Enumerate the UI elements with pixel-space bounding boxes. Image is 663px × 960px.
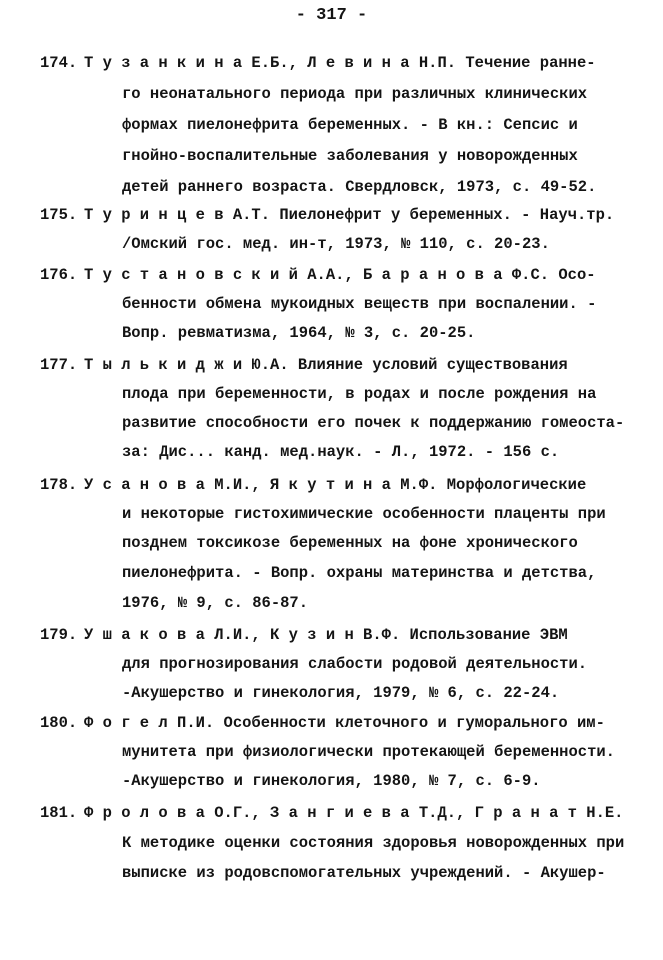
entry-line: позднем токсикозе беременных на фоне хронического	[122, 534, 578, 552]
entry-line: детей раннего возраста. Свердловск, 1973, с. 49-52.	[122, 178, 597, 196]
entry-line: пиелонефрита. - Вопр. охраны материнства и детства,	[122, 564, 597, 582]
entry-line: го неонатального периода при различных клинических	[122, 85, 588, 103]
entry-number: 178.	[40, 476, 78, 494]
entry-line: /Омский гос. мед. ин-т, 1973, № 110, с. 20-23.	[122, 235, 550, 253]
entry-number: 175.	[40, 206, 78, 224]
entry-line: для прогнозирования слабости родовой деятельности.	[122, 655, 588, 673]
entry-line: Т у з а н к и н а Е.Б., Л е в и н а Н.П. Течение ранне-	[84, 54, 596, 72]
page-number: - 317 -	[295, 6, 368, 25]
entry-line: К методике оценки состояния здоровья новорожденных при	[122, 834, 625, 852]
entry-line: Т у с т а н о в с к и й А.А., Б а р а н о в а Ф.С. Осо-	[84, 266, 596, 284]
entry-number: 177.	[40, 356, 78, 374]
entry-line: развитие способности его почек к поддержанию гомеоста-	[122, 414, 625, 432]
entry-number: 180.	[40, 714, 78, 732]
entry-line: мунитета при физиологически протекающей беременности.	[122, 743, 615, 761]
entry-line: -Акушерство и гинекология, 1979, № 6, с. 22-24.	[122, 684, 560, 702]
entry-line: Т ы л ь к и д ж и Ю.А. Влияние условий существования	[84, 356, 568, 374]
entry-line: -Акушерство и гинекология, 1980, № 7, с. 6-9.	[122, 772, 541, 790]
entry-line: У ш а к о в а Л.И., К у з и н В.Ф. Использование ЭВМ	[84, 626, 568, 644]
entry-line: 1976, № 9, с. 86-87.	[122, 594, 309, 612]
entry-number: 181.	[40, 804, 78, 822]
entry-line: бенности обмена мукоидных веществ при воспалении. -	[122, 295, 597, 313]
entry-number: 176.	[40, 266, 78, 284]
entry-line: плода при беременности, в родах и после рождения на	[122, 385, 597, 403]
entry-number: 179.	[40, 626, 78, 644]
entry-line: формах пиелонефрита беременных. - В кн.: Сепсис и	[122, 116, 578, 134]
entry-line: и некоторые гистохимические особенности плаценты при	[122, 505, 606, 523]
entry-line: Т у р и н ц е в А.Т. Пиелонефрит у беременных. - Науч.тр.	[84, 206, 615, 224]
entry-line: гнойно-воспалительные заболевания у новорожденных	[122, 147, 578, 165]
entry-line: выписке из родовспомогательных учреждений. - Акушер-	[122, 864, 606, 882]
entry-number: 174.	[40, 54, 78, 72]
entry-line: Ф р о л о в а О.Г., З а н г и е в а Т.Д., Г р а н а т Н.Е.	[84, 804, 624, 822]
entry-line: за: Дис... канд. мед.наук. - Л., 1972. - 156 с.	[122, 443, 560, 461]
entry-line: У с а н о в а М.И., Я к у т и н а М.Ф. Морфологические	[84, 476, 587, 494]
entry-line: Вопр. ревматизма, 1964, № 3, с. 20-25.	[122, 324, 476, 342]
entry-line: Ф о г е л П.И. Особенности клеточного и гуморального им-	[84, 714, 605, 732]
